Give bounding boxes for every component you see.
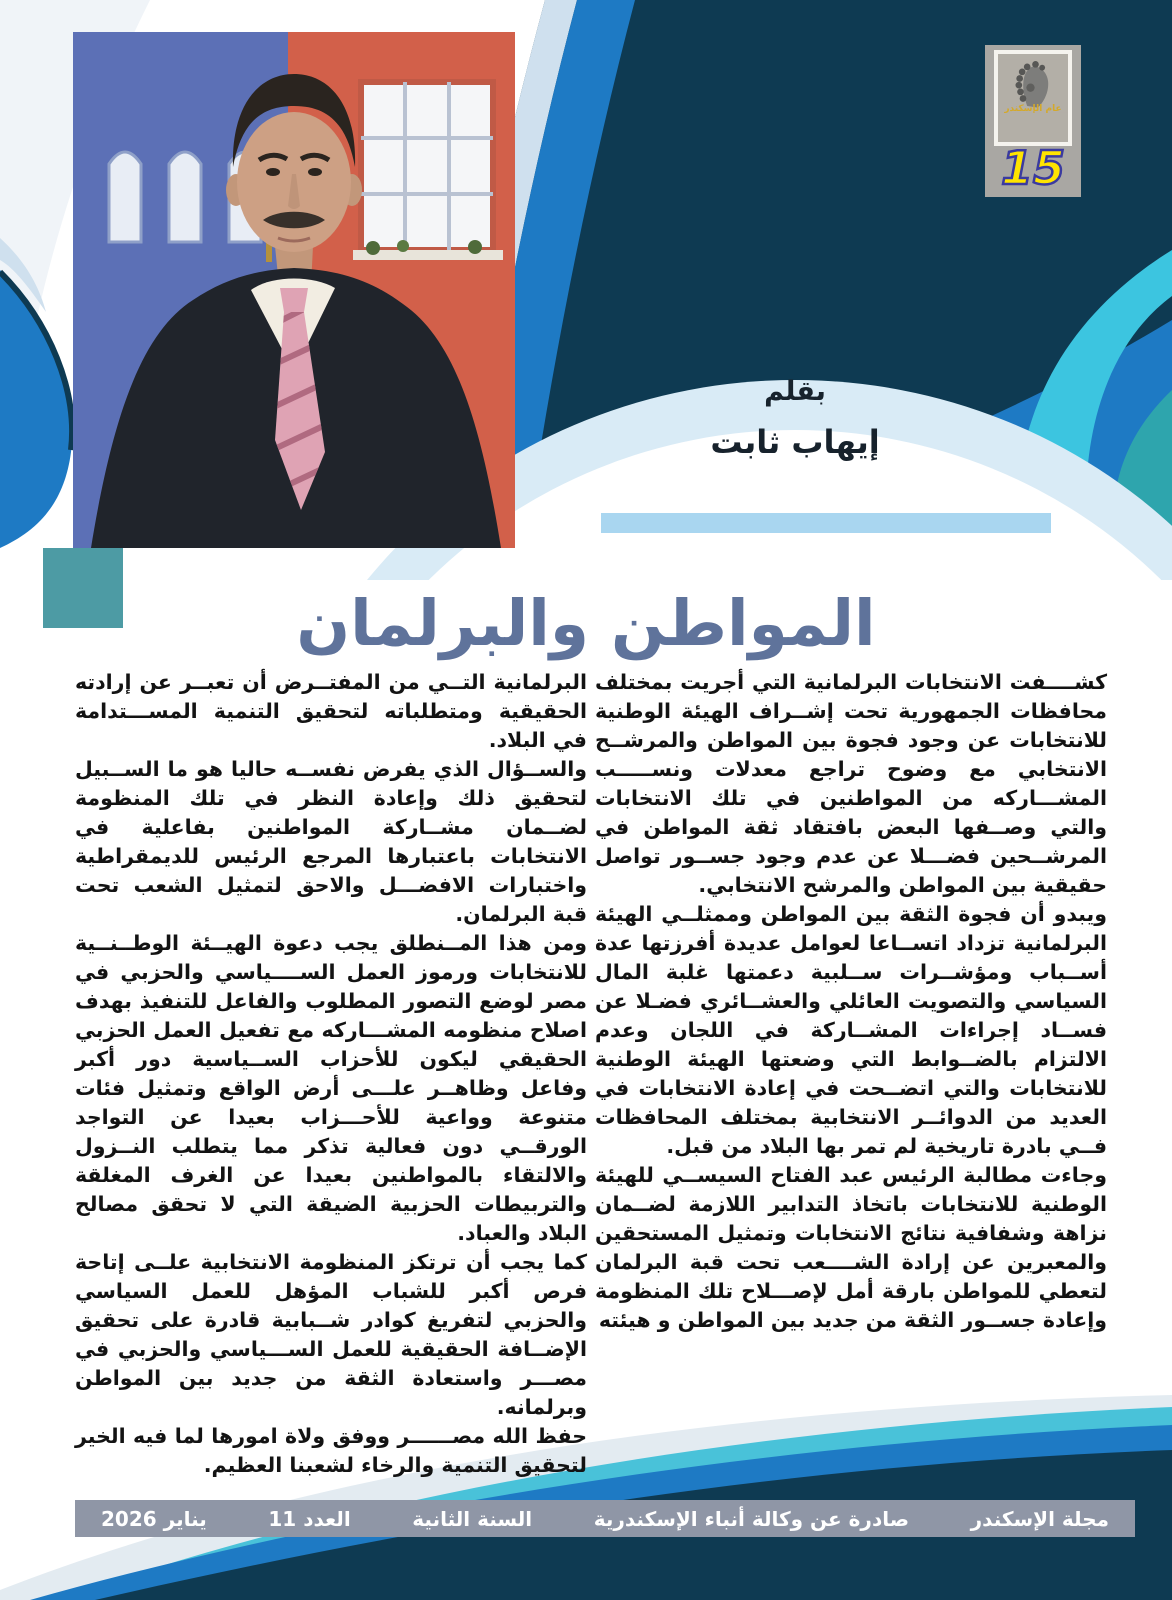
stamp-image xyxy=(994,50,1072,146)
footer-publisher: صادرة عن وكالة أنباء الإسكندرية xyxy=(593,1506,910,1531)
article-paragraph: والســؤال الذي يفرض نفســه حاليا هو ما الســبيل لتحقيق ذلك وإعادة النظر في تلك المنظومة لضــمان مشــاركة المواطنين بفاعلية في الانتخابات باعتبارها المرجع الرئيس للديمقراطية واختبارات الافضـــل والاحق لتمثيل الشعب تحت قبة البرلمان. xyxy=(75,757,587,926)
stamp-caption: عام الإسكندر xyxy=(1004,104,1062,114)
article-paragraph: البرلمانية التــي من المفتــرض أن تعبــر عن إرادته الحقيقية ومتطلباته لتحقيق التنمية المســـتدامة في البلاد. xyxy=(75,670,587,752)
byline xyxy=(595,376,995,461)
article-paragraph: حفظ الله مصــــــر ووفق ولاة امورها لما فيه الخير لتحقيق التنمية والرخاء لشعبنا العظيم. xyxy=(75,1424,587,1477)
footer-date: يناير 2026 xyxy=(101,1506,207,1531)
issue-number: 15 xyxy=(1001,141,1066,195)
issue-stamp xyxy=(985,45,1081,197)
byline-author: إيهاب ثابت xyxy=(710,423,880,461)
footer-magazine-name: مجلة الإسكندر xyxy=(970,1506,1109,1531)
article-paragraph: وجاءت مطالبة الرئيس عبد الفتاح السيســي للهيئة الوطنية للانتخابات باتخاذ التدابير اللازمة لضــمان نزاهة وشفافية نتائج الانتخابات وتمثيل المستحقين والمعبرين عن إرادة الشــــعب تحت قبة البرلمان لتعطي للمواطن بارقة أمل لإصـــلاح تلك المنظومة وإعادة جســور الثقة من جديد بين المواطن و هيئته xyxy=(595,1163,1107,1332)
byline-label: بقلم xyxy=(764,376,826,407)
author-photo-graphic xyxy=(73,32,515,548)
author-photo xyxy=(73,32,515,548)
footer-year: السنة الثانية xyxy=(412,1506,533,1531)
footer-issue: العدد 11 xyxy=(268,1506,351,1531)
footer-bar xyxy=(75,1500,1135,1537)
article-paragraph: كما يجب أن ترتكز المنظومة الانتخابية علــى إتاحة فرص أكبر للشباب المؤهل للعمل السياسي والحزبي لتفريغ كوادر شــبابية قادرة على تحقيق الإضــافة الحقيقية للعمل الســـياسي والحزبي في مصـــر واستعادة الثقة من جديد بين المواطن وبرلمانه. xyxy=(75,1250,587,1419)
article-paragraph: كشــــفت الانتخابات البرلمانية التي أجريت بمختلف محافظات الجمهورية تحت إشــراف الهيئة الوطنية للانتخابات عن وجود فجوة بين المواطن والمرشــح الانتخابي مع وضوح تراجع معدلات ونســـــب المشـــاركه من المواطنين في تلك الانتخابات والتي وصــفها البعض بافتقاد ثقة المواطن في المرشــحين فضـــلا عن عدم وجود جســور تواصل حقيقية بين المواطن والمرشح الانتخابي. xyxy=(595,670,1107,897)
article-paragraph: ومن هذا المــنطلق يجب دعوة الهيــئة الوطــنــية للانتخابات ورموز العمل الســــياسي والحزبي في مصر لوضع التصور المطلوب والفاعل للتنفيذ بهدف اصلاح منظومه المشـــاركه مع تفعيل العمل الحزبي الحقيقي ليكون للأحزاب الســياسية دور أكبر وفاعل وظاهــر علـــى أرض الواقع وتمثيل فئات متنوعة وواعية للأحـــزاب بعيدا عن التواجد الورقــي دون فعالية تذكر مما يتطلب النــزول والالتقاء بالمواطنين بعيدا عن الغرف المغلقة والتربيطات الحزبية الضيقة التي لا تحقق مصالح البلاد والعباد. xyxy=(75,931,587,1245)
article-title: المواطن والبرلمان xyxy=(296,587,876,660)
article-column-right xyxy=(595,668,1107,1335)
article-paragraph: ويبدو أن فجوة الثقة بين المواطن وممثلــي الهيئة البرلمانية تزداد اتســاعا لعوامل عديدة أفرزتها عدة أســباب ومؤشــرات ســلبية دعمتها غلبة المال السياسي والتصويت العائلي والعشــائري فضـلا عن فســاد إجراءات المشــاركة في اللجان وعدم الالتزام بالضــوابط التي وضعتها الهيئة الوطنية للانتخابات والتي اتضــحت في إعادة الانتخابات في العديد من الدوائــر الانتخابية بمختلف المحافظات فــي بادرة تاريخية لم تمر بها البلاد من قبل. xyxy=(595,902,1107,1158)
article-column-left xyxy=(75,668,587,1480)
byline-underline-bar xyxy=(601,513,1051,533)
